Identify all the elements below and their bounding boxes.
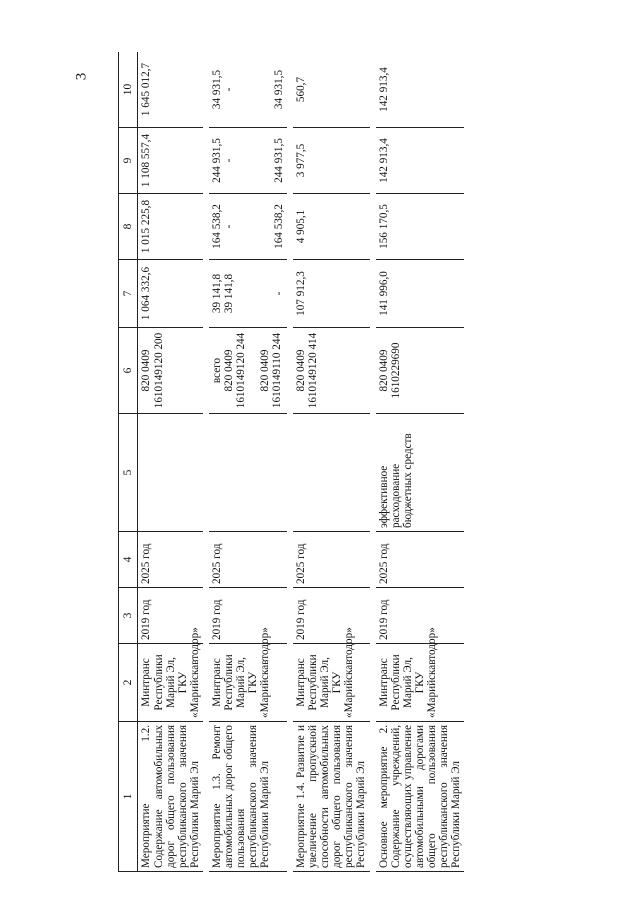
- table-row: [293, 52, 370, 872]
- column-header: 8: [119, 194, 138, 260]
- value-col10: 1 645 012,7: [138, 52, 203, 128]
- page-number: 3: [73, 72, 90, 81]
- column-header: 5: [119, 414, 138, 532]
- end-year: 2025 год: [138, 532, 203, 588]
- value-col10: 142 913,4: [376, 52, 465, 128]
- end-year: 2025 год: [376, 532, 465, 588]
- budget-code: всего: [210, 357, 223, 384]
- executor: Минтранс Республики Марий Эл, ГКУ «Марийскавтодор»: [293, 644, 370, 722]
- value-col7: 141 996,0: [376, 260, 465, 328]
- value-col7: 39 141,8: [222, 273, 235, 314]
- value-col8: 156 170,5: [376, 194, 465, 260]
- start-year: 2019 год: [376, 588, 465, 644]
- value-col9: 1 108 557,4: [138, 128, 203, 194]
- value-col10: 560,7: [293, 52, 370, 128]
- budget-code: 820 0409 1610149120 244: [222, 332, 248, 409]
- budget-table: [118, 52, 464, 872]
- table-row: [209, 52, 287, 872]
- value-col8: 164 538,2: [272, 204, 285, 249]
- expected-result: [138, 414, 203, 532]
- column-header: 3: [119, 588, 138, 644]
- budget-code-stack: [209, 328, 287, 414]
- value-col9-stack: [209, 128, 287, 194]
- value-col8: 164 538,2: [210, 204, 223, 249]
- value-col10: -: [222, 87, 235, 92]
- table-canvas: [118, 52, 578, 872]
- value-col10: 34 931,5: [210, 69, 223, 110]
- value-col8-stack: [209, 194, 287, 260]
- measure-name: Основное мероприятие 2. Содержание учреждений, осуществляющих управление автомобильными дорогами общего пользования республиканского значения Республики Марий Эл: [376, 722, 465, 872]
- start-year: 2019 год: [209, 588, 287, 644]
- budget-code: 820 0409 1610149120 200: [138, 328, 203, 414]
- value-col9: 142 913,4: [376, 128, 465, 194]
- column-header: 1: [119, 722, 138, 872]
- rotated-table-wrapper: [118, 52, 578, 872]
- value-col8: 1 015 225,8: [138, 194, 203, 260]
- start-year: 2019 год: [293, 588, 370, 644]
- start-year: 2019 год: [138, 588, 203, 644]
- measure-name: Мероприятие 1.2. Содержание автомобильных дорог общего пользования республиканского значения Республики Марий Эл: [138, 722, 203, 872]
- column-header: 6: [119, 328, 138, 414]
- budget-code: 820 0409 1610149110 244: [259, 332, 284, 409]
- column-header: 4: [119, 532, 138, 588]
- value-col8: 4 905,1: [293, 194, 370, 260]
- value-col7-stack: [209, 260, 287, 328]
- executor: Минтранс Республики Марий Эл, ГКУ «Марийскавтодор»: [376, 644, 465, 722]
- value-col9: 244 931,5: [272, 138, 285, 183]
- measure-name: Мероприятие 1.3. Ремонт автомобильных дорог общего пользования республиканского значения Республики Марий Эл: [209, 722, 287, 872]
- column-header: 7: [119, 260, 138, 328]
- header-row: [119, 52, 138, 872]
- column-header: 2: [119, 644, 138, 722]
- value-col7: 107 912,3: [293, 260, 370, 328]
- expected-result: [209, 414, 287, 532]
- end-year: 2025 год: [209, 532, 287, 588]
- value-col10-stack: [209, 52, 287, 128]
- value-col10: 34 931,5: [272, 69, 285, 110]
- value-col7: 39 141,8: [210, 273, 223, 314]
- column-header: 10: [119, 52, 138, 128]
- expected-result: [293, 414, 370, 532]
- value-col9: -: [222, 158, 235, 163]
- expected-result: эффективное расходование бюджетных средств: [376, 414, 465, 532]
- value-col7: -: [272, 291, 285, 296]
- table-row: [138, 52, 203, 872]
- end-year: 2025 год: [293, 532, 370, 588]
- table-row: [376, 52, 465, 872]
- measure-name: Мероприятие 1.4. Развитие и увеличение пропускной способности автомобильных дорог общего пользования республиканского значения Республики Марий Эл: [293, 722, 370, 872]
- executor: Минтранс Республики Марий Эл, ГКУ «Марийскавтодор»: [138, 644, 203, 722]
- column-header: 9: [119, 128, 138, 194]
- executor: Минтранс Республики Марий Эл, ГКУ «Марийскавтодор»: [209, 644, 287, 722]
- budget-code: 820 0409 1610229690: [376, 328, 465, 414]
- value-col9: 244 931,5: [210, 138, 223, 183]
- value-col8: -: [222, 224, 235, 229]
- value-col9: 3 977,5: [293, 128, 370, 194]
- budget-code: 820 0409 1610149120 414: [293, 328, 370, 414]
- value-col7: 1 064 332,6: [138, 260, 203, 328]
